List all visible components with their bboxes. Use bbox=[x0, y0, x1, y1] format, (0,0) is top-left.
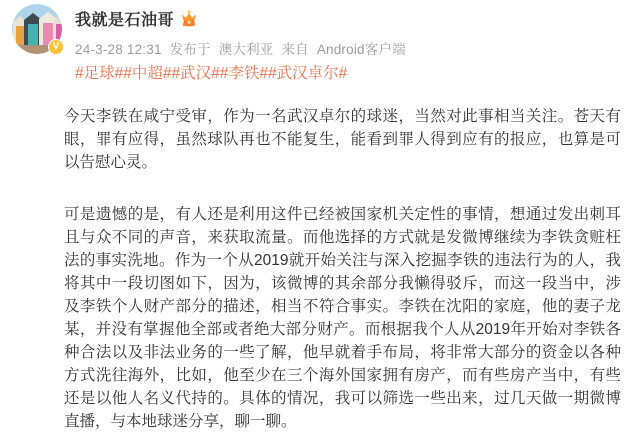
verified-badge-icon: V bbox=[48, 39, 64, 55]
hashtag-csl[interactable]: #中超# bbox=[123, 65, 172, 82]
hashtag-wuhan-zall[interactable]: #武汉卓尔# bbox=[268, 65, 348, 82]
post-source-client[interactable]: Android客户端 bbox=[316, 42, 406, 57]
post-location[interactable]: 澳大利亚 bbox=[218, 42, 274, 57]
post-paragraph: 今天李铁在咸宁受审，作为一名武汉卓尔的球迷，当然对此事相当关注。苍天有眼，罪有应得，虽然球队再也不能复生，能看到罪人得到应有的报应，也算是可以告慰心灵。 bbox=[64, 108, 621, 171]
post-paragraph: 可是遗憾的是，有人还是利用这件已经被国家机关定性的事情，想通过发出刺耳且与众不同的声音，来获取流量。而他选择的方式就是发微博继续为李铁贪赃枉法的事实洗地。作为一个从2019就开始关注与深入挖掘李铁的违法行为的人，我将其中一段切图如下，因为，该微博的其余部分我懒得驳斥，而这一段当中，涉及李铁个人财产部分的描述，相当不符合事实。李铁在沈阳的家庭，他的妻子龙某，并没有掌握他全部或者绝大部分财产。而根据我个人从2019年开始对李铁各种合法以及非法业务的一些了解，他早就着手布局，将非常大部分的资金以各种方式洗往海外，比如，他至少在三个海外国家拥有房产，而有些房产当中，有些还是以他人名义代持的。具体的情况，我可以筛选一些出来，过几天做一期微博直播，与本地球迷分享，聊一聊。 bbox=[64, 206, 621, 430]
hashtag-wuhan[interactable]: #武汉# bbox=[171, 65, 220, 82]
post-meta bbox=[75, 38, 410, 58]
post-time: 24-3-28 12:31 bbox=[75, 42, 162, 57]
post-header bbox=[12, 4, 410, 58]
published-from-label: 发布于 bbox=[169, 42, 211, 57]
hashtag-football[interactable]: #足球# bbox=[75, 65, 124, 82]
hashtag-row bbox=[64, 62, 621, 85]
avatar[interactable] bbox=[12, 4, 62, 54]
username[interactable]: 我就是石油哥 bbox=[75, 12, 175, 29]
post-content bbox=[64, 62, 621, 433]
hashtag-litie[interactable]: #李铁# bbox=[219, 65, 268, 82]
user-info bbox=[75, 4, 410, 58]
membership-crown-icon bbox=[180, 10, 198, 27]
from-label: 来自 bbox=[281, 42, 309, 57]
